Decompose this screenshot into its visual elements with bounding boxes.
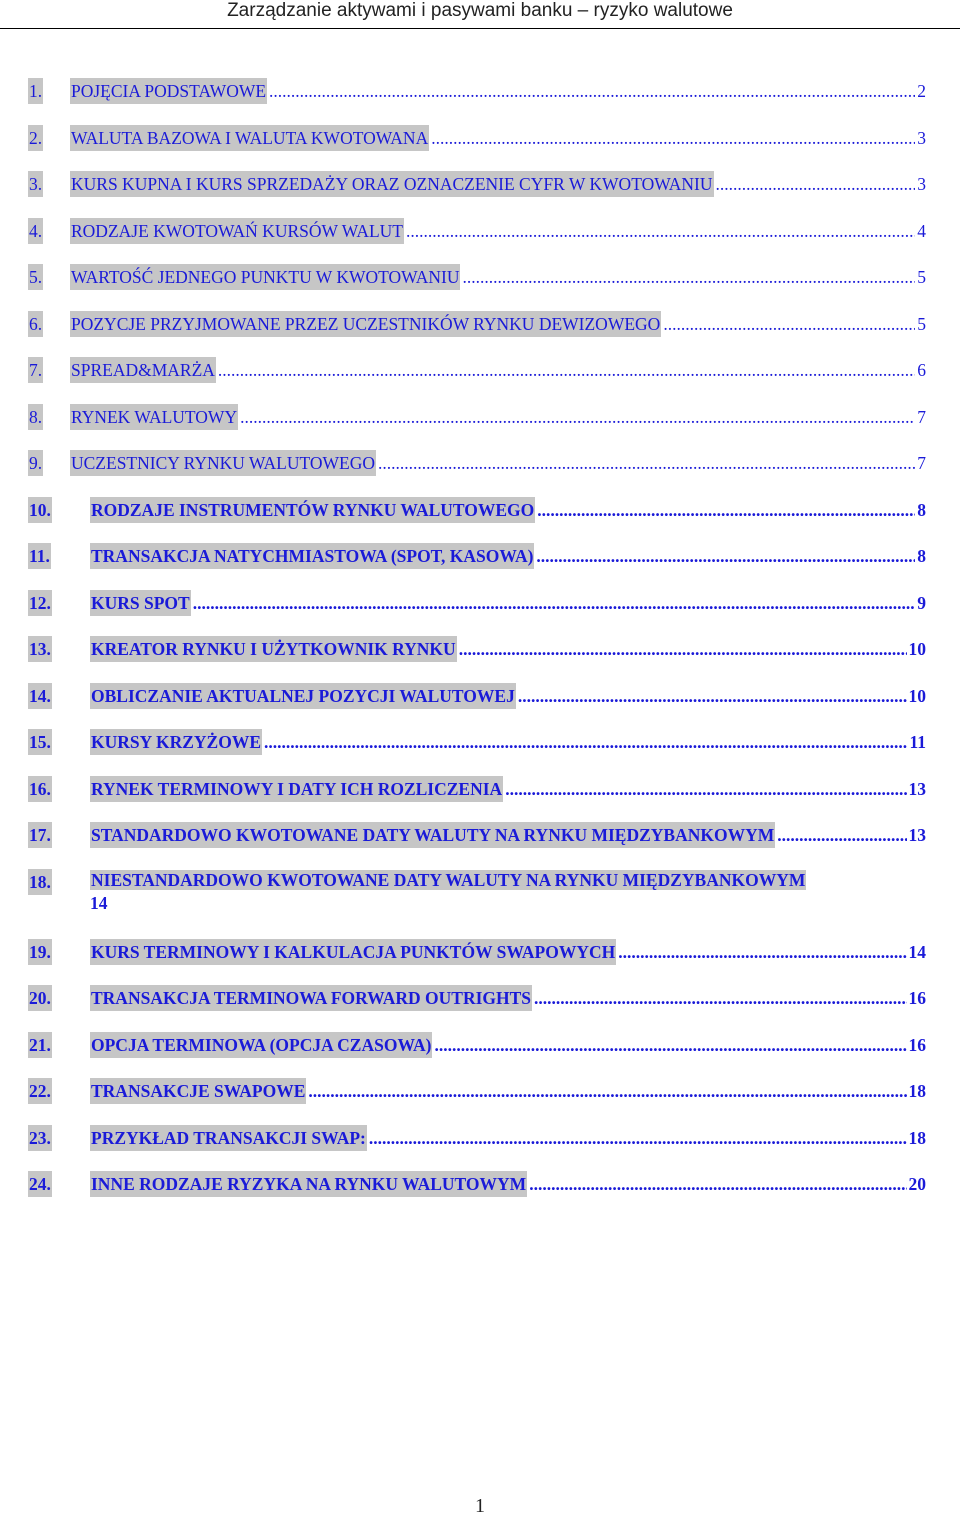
toc-page: 14 [90,892,108,913]
toc-number: 10. [28,497,52,523]
toc-entry-8[interactable] [28,404,926,451]
dot-leader [218,357,915,383]
toc-entry-12[interactable] [28,590,926,637]
toc-page: 11 [909,732,926,752]
toc-page: 3 [917,127,926,148]
toc-title-link[interactable]: KREATOR RYNKU I UŻYTKOWNIK RYNKU [90,636,457,662]
toc-number: 14. [28,683,52,709]
toc-entry-19[interactable] [28,939,926,986]
toc-entry-20[interactable] [28,985,926,1032]
dot-leader [264,729,907,755]
toc-number: 6. [28,311,43,337]
toc-number: 7. [28,357,43,383]
toc-page: 5 [917,267,926,287]
dot-leader [618,939,906,965]
toc-page: 10 [908,639,926,659]
toc-page: 18 [908,1127,926,1148]
toc-entry-23[interactable] [28,1125,926,1172]
toc-number: 15. [28,729,52,755]
toc-page: 10 [908,685,926,706]
toc-entry-7[interactable] [28,357,926,404]
toc-entry-18[interactable] [28,869,926,939]
dot-leader [378,450,915,476]
toc-page: 6 [917,360,926,380]
toc-entry-11[interactable] [28,543,926,590]
header-rule [0,28,960,29]
toc-number: 5. [28,264,43,290]
toc-page: 2 [917,81,926,101]
dot-leader [663,311,915,337]
toc-entry-3[interactable] [28,171,926,218]
toc-entry-5[interactable] [28,264,926,311]
toc-title-link[interactable]: KURS TERMINOWY I KALKULACJA PUNKTÓW SWAPOWYCH [90,939,616,965]
toc-title-link[interactable]: TRANSAKCJA TERMINOWA FORWARD OUTRIGHTS [90,985,532,1011]
toc-title-link[interactable]: KURS SPOT [90,590,191,616]
toc-number: 16. [28,776,52,802]
toc-title-link[interactable]: KURS KUPNA I KURS SPRZEDAŻY ORAZ OZNACZENIE CYFR W KWOTOWANIU [70,171,714,197]
dot-leader [459,636,907,662]
toc-title-link[interactable]: INNE RODZAJE RYZYKA NA RYNKU WALUTOWYM [90,1171,527,1197]
toc-title-link[interactable]: NIESTANDARDOWO KWOTOWANE DATY WALUTY NA RYNKU MIĘDZYBANKOWYM [91,869,806,890]
dot-leader [505,776,906,802]
toc-page: 16 [908,988,926,1008]
dot-leader [777,822,906,848]
toc-page: 8 [917,499,926,520]
toc-entry-2[interactable] [28,125,926,172]
toc-number: 8. [28,404,43,430]
toc-page: 4 [917,220,926,241]
toc-page: 14 [908,941,926,962]
toc-page: 8 [917,546,926,566]
toc-page: 7 [917,453,926,473]
toc-title-link[interactable]: OPCJA TERMINOWA (OPCJA CZASOWA) [90,1032,432,1058]
toc-title-link[interactable]: OBLICZANIE AKTUALNEJ POZYCJI WALUTOWEJ [90,683,516,709]
toc-page: 3 [917,174,926,194]
toc-entry-21[interactable] [28,1032,926,1079]
dot-leader [537,497,915,523]
toc-entry-6[interactable] [28,311,926,358]
toc-page: 13 [908,825,926,845]
dot-leader [529,1171,906,1197]
toc-title-link[interactable]: RYNEK TERMINOWY I DATY ICH ROZLICZENIA [90,776,503,802]
toc-title-link[interactable]: STANDARDOWO KWOTOWANE DATY WALUTY NA RYNKU MIĘDZYBANKOWYM [90,822,775,848]
toc-number: 12. [28,590,52,616]
dot-leader [462,264,915,290]
toc-entry-10[interactable] [28,497,926,544]
toc-entry-4[interactable] [28,218,926,265]
dot-leader [518,683,907,709]
toc-title-link[interactable]: WARTOŚĆ JEDNEGO PUNKTU W KWOTOWANIU [70,264,460,290]
toc-number: 21. [28,1032,52,1058]
toc-number: 18. [28,869,52,895]
toc-page: 18 [908,1081,926,1101]
toc-number: 24. [28,1171,52,1197]
toc-title-link[interactable]: WALUTA BAZOWA I WALUTA KWOTOWANA [70,125,429,151]
toc-page: 7 [917,406,926,427]
toc-entry-14[interactable] [28,683,926,730]
toc-entry-15[interactable] [28,729,926,776]
toc-title-link[interactable]: POJĘCIA PODSTAWOWE [70,78,267,104]
toc-number: 1. [28,78,43,104]
toc-page: 20 [908,1174,926,1194]
dot-leader [269,78,915,104]
toc-title-link[interactable]: PRZYKŁAD TRANSAKCJI SWAP: [90,1125,367,1151]
toc-page: 9 [917,592,926,613]
dot-leader [193,590,916,616]
dot-leader [716,171,916,197]
dot-leader [308,1078,906,1104]
toc-number: 9. [28,450,43,476]
toc-title-link[interactable]: RYNEK WALUTOWY [70,404,238,430]
toc-number: 17. [28,822,52,848]
toc-title-link[interactable]: KURSY KRZYŻOWE [90,729,262,755]
toc-number: 22. [28,1078,52,1104]
dot-leader [434,1032,906,1058]
toc-title-link[interactable]: RODZAJE KWOTOWAŃ KURSÓW WALUT [70,218,404,244]
toc-number: 20. [28,985,52,1011]
dot-leader [240,404,915,430]
toc-entry-24[interactable] [28,1171,926,1218]
toc-title-link[interactable]: RODZAJE INSTRUMENTÓW RYNKU WALUTOWEGO [90,497,535,523]
header-title: Zarządzanie aktywami i pasywami banku – ryzyko walutowe [227,0,733,21]
dot-leader [534,985,906,1011]
toc-number: 23. [28,1125,52,1151]
table-of-contents [28,78,926,1218]
toc-entry-16[interactable] [28,776,926,823]
toc-number: 13. [28,636,52,662]
toc-title-link[interactable]: SPREAD&MARŻA [70,357,216,383]
dot-leader [369,1125,907,1151]
dot-leader [406,218,915,244]
toc-entry-13[interactable] [28,636,926,683]
toc-page: 16 [908,1034,926,1055]
toc-title-link[interactable]: TRANSAKCJE SWAPOWE [90,1078,306,1104]
page-number: 1 [475,1495,485,1517]
toc-entry-22[interactable] [28,1078,926,1125]
toc-entry-9[interactable] [28,450,926,497]
toc-number: 2. [28,125,43,151]
toc-page: 13 [908,778,926,799]
dot-leader [431,125,915,151]
toc-number: 4. [28,218,43,244]
running-header [0,0,960,28]
toc-title-link[interactable]: POZYCJE PRZYJMOWANE PRZEZ UCZESTNIKÓW RYNKU DEWIZOWEGO [70,311,661,337]
toc-title-link[interactable]: TRANSAKCJA NATYCHMIASTOWA (SPOT, KASOWA) [90,543,534,569]
toc-entry-17[interactable] [28,822,926,869]
toc-number: 11. [28,543,51,569]
toc-title-link[interactable]: UCZESTNICY RYNKU WALUTOWEGO [70,450,376,476]
toc-page: 5 [917,313,926,334]
dot-leader [536,543,915,569]
toc-number: 3. [28,171,43,197]
toc-number: 19. [28,939,52,965]
toc-entry-1[interactable] [28,78,926,125]
